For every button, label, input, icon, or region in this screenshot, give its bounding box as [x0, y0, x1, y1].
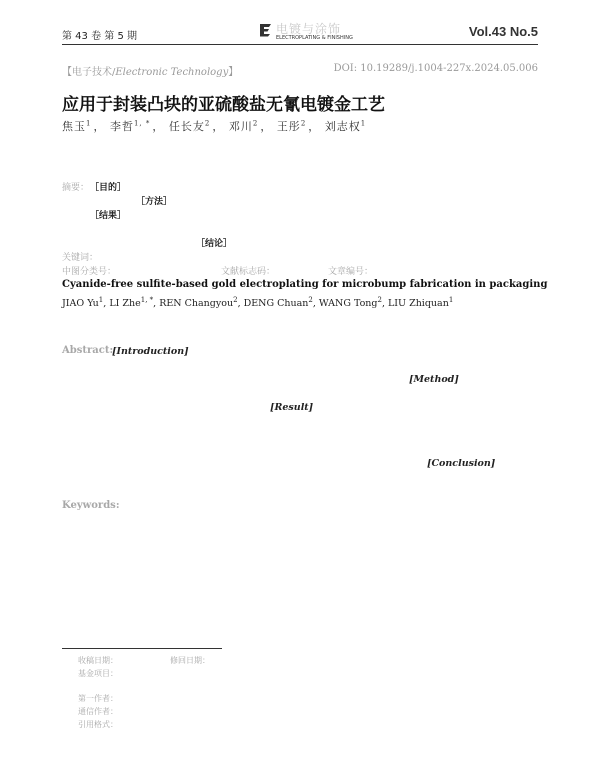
- abstract-en-label: Abstract:: [62, 345, 114, 356]
- journal-logo-icon: [258, 22, 274, 38]
- section-tag: [62, 63, 238, 78]
- volume-issue-cn: 第 43 卷 第 5 期: [62, 31, 137, 42]
- abstract-en-conclusion: [Conclusion]: [427, 458, 496, 469]
- author-en: LIU Zhiquan$^1$: [388, 296, 454, 310]
- article-no-label: 文章编号：: [328, 267, 374, 277]
- author-cn: 任长友$^2$: [168, 119, 211, 133]
- section-en: Electronic Technology: [115, 67, 229, 78]
- abstract-cn-label: 摘要：: [62, 183, 90, 193]
- doc-code-label: 文献标志码：: [221, 267, 276, 277]
- author-cn: 刘志权$^1$: [324, 119, 367, 133]
- journal-logo-cn: 电镀与涂饰: [276, 22, 342, 36]
- abstract-en-method: [Method]: [409, 374, 459, 385]
- paper-title-en: Cyanide-free sulfite-based gold electroplating for microbump fabrication in packaging: [62, 279, 548, 290]
- author-en: REN Changyou$^2$: [159, 296, 238, 310]
- section-cn: 电子技术/: [72, 67, 116, 78]
- footnote-corresponding-author: 通信作者：: [78, 707, 118, 716]
- footnote-citation: 引用格式：: [78, 720, 118, 729]
- author-cn: 王彤$^2$: [276, 119, 307, 133]
- authors-cn: 焦玉$^1$ ， 李哲$^{1, *}$ ， 任长友$^2$ ， 邓川$^2$ ， 王彤$^2$ ， 刘志权$^1$: [62, 119, 367, 133]
- footnote-divider: [62, 648, 222, 649]
- abstract-cn-purpose: ［目的］: [90, 183, 127, 193]
- footnote-revised: 修回日期：: [170, 656, 210, 665]
- footnote-first-author: 第一作者：: [78, 694, 118, 703]
- doi: DOI: 10.19289/j.1004-227x.2024.05.006: [333, 63, 538, 74]
- keywords-cn-label: 关键词：: [62, 253, 99, 263]
- journal-logo-en: ELECTROPLATING & FINISHING: [276, 35, 353, 41]
- clc-label: 中图分类号：: [62, 267, 117, 277]
- authors-en: JIAO Yu$^1$, LI Zhe$^{1, *}$, REN Changyou$^2$, DENG Chuan$^2$, WANG Tong$^2$, LIU Zhiquan$^1$: [62, 296, 454, 310]
- author-en: JIAO Yu$^1$: [62, 296, 104, 310]
- author-cn: 李哲$^{1, *}$: [109, 119, 151, 133]
- author-en: LI Zhe$^{1, *}$: [109, 296, 154, 310]
- author-en: WANG Tong$^2$: [318, 296, 382, 310]
- abstract-en-introduction: [Introduction]: [112, 346, 189, 357]
- paper-title-cn: 应用于封装凸块的亚硫酸盐无氰电镀金工艺: [62, 95, 385, 115]
- abstract-cn-method: ［方法］: [136, 197, 173, 207]
- footnote-received: 收稿日期：: [78, 656, 118, 665]
- keywords-en-label: Keywords:: [62, 500, 120, 511]
- abstract-cn-result: ［结果］: [90, 211, 127, 221]
- abstract-cn-conclusion: ［结论］: [196, 239, 233, 249]
- author-cn: 邓川$^2$: [228, 119, 259, 133]
- section-bracket-close: 】: [228, 67, 239, 78]
- header-divider: [62, 44, 538, 45]
- author-en: DENG Chuan$^2$: [243, 296, 313, 310]
- section-bracket-open: 【: [62, 67, 72, 78]
- journal-logo: [258, 20, 354, 42]
- footnote-fund: 基金项目：: [78, 669, 118, 678]
- volume-issue-en: Vol.43 No.5: [468, 24, 538, 39]
- author-cn: 焦玉$^1$: [62, 119, 92, 133]
- abstract-en-result: [Result]: [270, 402, 314, 413]
